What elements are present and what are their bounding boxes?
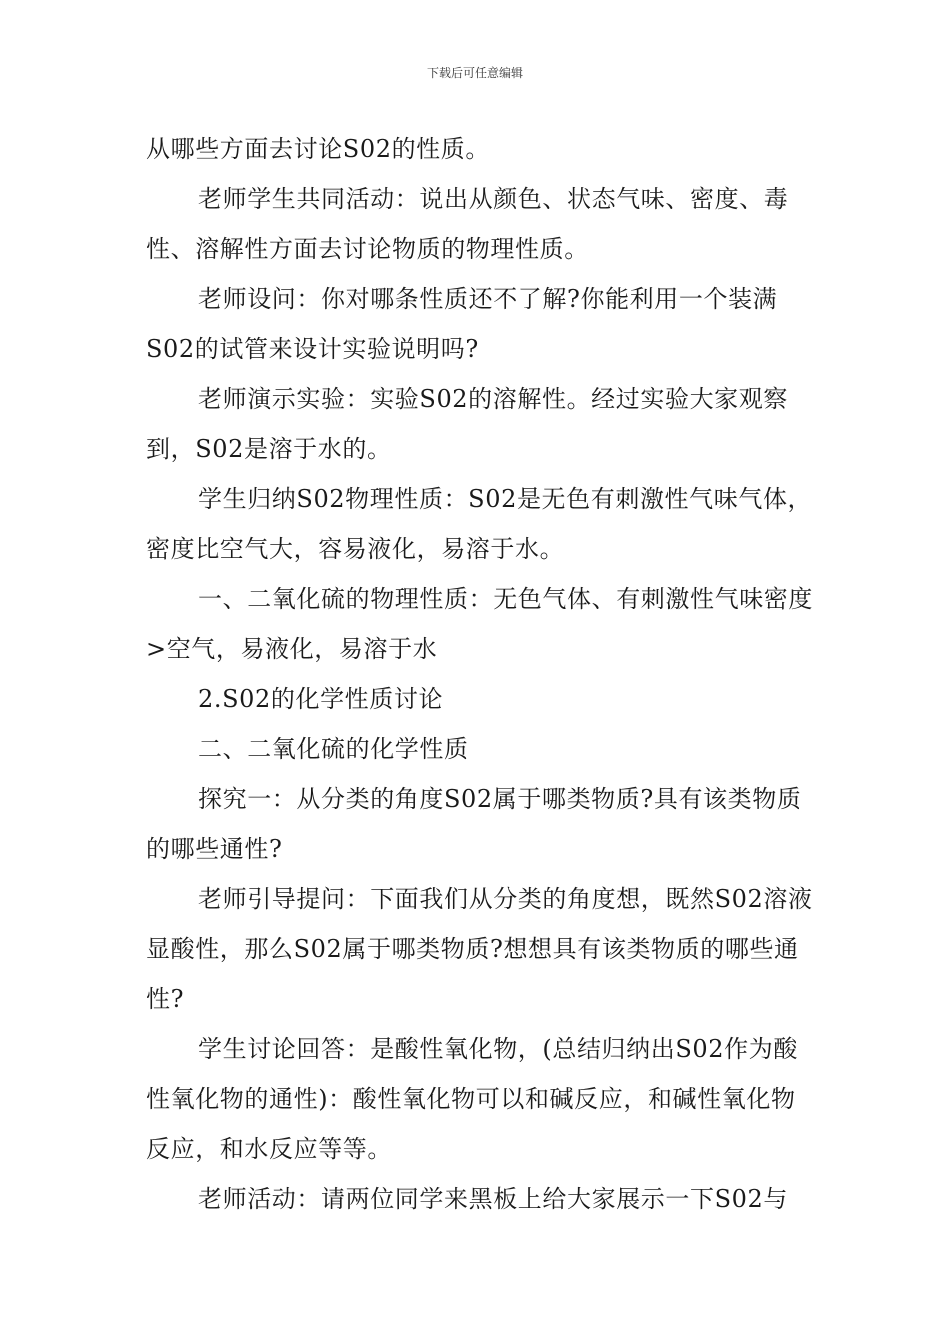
section-heading: 2.S02的化学性质讨论 [198, 685, 444, 713]
paragraph: 老师引导提问：下面我们从分类的角度想，既然S02溶液显酸性，那么S02属于哪类物质?想想具有该类物质的哪些通性? [146, 885, 813, 1013]
paragraph: 老师设问：你对哪条性质还不了解?你能利用一个装满S02的试管来设计实验说明吗? [146, 285, 778, 363]
body-text [146, 124, 818, 1224]
paragraph: 学生讨论回答：是酸性氧化物，(总结归纳出S02作为酸性氧化物的通性)：酸性氧化物可以和碱反应，和碱性氧化物反应，和水反应等等。 [146, 1035, 798, 1163]
paragraph: 老师活动：请两位同学来黑板上给大家展示一下S02与 [198, 1185, 788, 1213]
paragraph: 学生归纳S02物理性质：S02是无色有刺激性气味气体，密度比空气大，容易液化，易溶于水。 [146, 485, 813, 563]
section-heading: 二、二氧化硫的化学性质 [198, 735, 469, 763]
page-header: 下载后可任意编辑 [426, 66, 523, 80]
paragraph: 从哪些方面去讨论S02的性质。 [146, 135, 490, 163]
paragraph: 老师演示实验：实验S02的溶解性。经过实验大家观察到，S02是溶于水的。 [146, 385, 788, 463]
paragraph: 老师学生共同活动：说出从颜色、状态气味、密度、毒性、溶解性方面去讨论物质的物理性质。 [146, 185, 789, 263]
paragraph: 一、二氧化硫的物理性质：无色气体、有刺激性气味密度>空气，易液化，易溶于水 [146, 585, 813, 663]
paragraph: 探究一：从分类的角度S02属于哪类物质?具有该类物质的哪些通性? [146, 785, 802, 863]
